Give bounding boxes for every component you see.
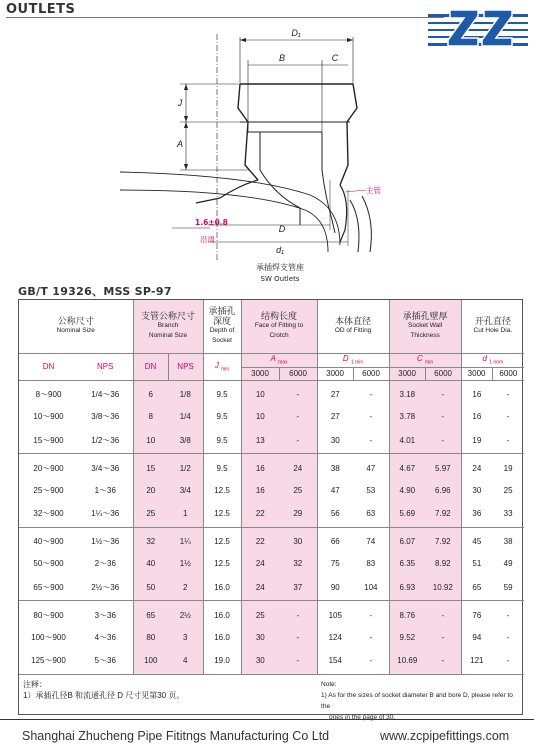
table-cell: 56 xyxy=(317,503,353,528)
table-cell: 24 xyxy=(461,454,492,479)
table-cell: 27 xyxy=(317,380,353,405)
table-cell: 76 xyxy=(461,601,492,626)
table-cell: 19 xyxy=(461,429,492,454)
table-cell: 59 xyxy=(492,576,524,601)
table-cell: 16 xyxy=(461,405,492,430)
table-cell: 75 xyxy=(317,552,353,577)
table-cell: 66 xyxy=(317,527,353,552)
table-cell: 7.92 xyxy=(425,503,461,528)
table-cell: 10 xyxy=(241,405,279,430)
table-cell: - xyxy=(279,405,317,430)
header-hole: 开孔直径 Cut Hole Dia. xyxy=(461,300,524,353)
table-cell: 6.96 xyxy=(425,478,461,503)
col-a: A $_{max}$ xyxy=(241,353,317,367)
table-cell: 30 xyxy=(241,650,279,675)
table-cell: 8 xyxy=(133,405,168,430)
table-cell: 47 xyxy=(366,463,376,473)
table-cell: 38 xyxy=(317,454,353,479)
dim-d1-label: D₁ xyxy=(291,28,301,38)
table-cell: 30 xyxy=(241,625,279,650)
table-group xyxy=(19,380,524,454)
table-group xyxy=(19,454,524,528)
table-cell: 12.5 xyxy=(203,478,241,503)
table-cell: 6.93 xyxy=(389,576,425,601)
table-cell: 36 xyxy=(461,503,492,528)
col-c: C $_{min}$ xyxy=(389,353,461,367)
table-cell: 3.18 xyxy=(389,380,425,405)
main-pipe-label: 主管 xyxy=(366,186,381,195)
table-cell: 27 xyxy=(317,405,353,430)
table-cell: 15 xyxy=(133,454,168,479)
table-cell: 1/8 xyxy=(168,380,203,405)
table-cell: 16 xyxy=(241,454,279,479)
table-cell: 3～36 xyxy=(94,610,116,620)
col-a-3000: 3000 xyxy=(241,367,279,380)
table-cell: 121 xyxy=(461,650,492,675)
table-row xyxy=(19,576,524,601)
footer-url[interactable]: www.zcpipefittings.com xyxy=(380,729,510,743)
table-cell: 1½ xyxy=(168,552,203,577)
table-cell: 154 xyxy=(317,650,353,675)
table-cell: - xyxy=(425,405,461,430)
table-cell: 3 xyxy=(168,625,203,650)
table-cell: 1/2～36 xyxy=(78,429,133,454)
table-cell: - xyxy=(369,412,373,422)
header-depth: 承插孔 深度 Depth of Socket xyxy=(203,300,241,353)
table-cell: - xyxy=(492,650,524,675)
table-cell: 12.5 xyxy=(203,503,241,528)
table-cell: 1½～36 xyxy=(91,537,120,546)
table-cell: 38 xyxy=(503,537,513,546)
table-cell: 22 xyxy=(241,527,279,552)
table-cell: 80～900 xyxy=(33,610,64,620)
notes-en: Note: 1) As for the sizes of socket diameter B and bore D, please refer to the ones in the page of 30. xyxy=(321,680,513,721)
caption-cn: 承插焊支管座 xyxy=(256,263,304,272)
footer xyxy=(0,719,534,751)
table-cell: 1～36 xyxy=(94,485,116,495)
table-cell: 20～900 xyxy=(33,463,64,473)
table-cell: 30 xyxy=(461,478,492,503)
table-cell: 8～900 xyxy=(35,390,62,399)
header-face: 结构长度 Face of Fitting to Crotch xyxy=(241,300,317,353)
table-cell: 32 xyxy=(279,552,317,577)
table-row xyxy=(19,405,524,430)
table-cell: 49 xyxy=(503,559,513,569)
table-cell: 24 xyxy=(241,552,279,577)
sw-outlet-diagram xyxy=(100,20,430,285)
table-cell: 50 xyxy=(133,576,168,601)
table-row xyxy=(19,503,524,528)
zz-logo-icon xyxy=(428,0,528,50)
table-cell: - xyxy=(369,390,373,399)
table-cell: 19 xyxy=(503,463,513,473)
dimension-table xyxy=(18,299,523,721)
table-cell: - xyxy=(279,650,317,675)
header-od: 本体直径 OD of Fitting xyxy=(317,300,389,353)
table-cell: 47 xyxy=(317,478,353,503)
table-cell: 10～900 xyxy=(33,412,64,422)
table-cell: - xyxy=(425,380,461,405)
table-cell: 13 xyxy=(241,429,279,454)
table-cell: 37 xyxy=(279,576,317,601)
notes-cn: 注释： 1）承插孔径B 和流通孔径 D 尺寸见第30 页。 xyxy=(23,679,185,700)
table-cell: 25 xyxy=(503,485,513,495)
table-cell: 4 xyxy=(168,650,203,675)
col-nps: NPS xyxy=(78,353,133,380)
table-cell: 1¼～36 xyxy=(78,503,133,528)
dim-a-label: A xyxy=(176,139,184,149)
table-cell: 105 xyxy=(317,601,353,626)
dim-j-label: J xyxy=(177,98,183,108)
header-branch: 支管公称尺寸 Branch Nominal Size xyxy=(133,300,203,353)
table-cell: 6.07 xyxy=(389,527,425,552)
table-cell: 25 xyxy=(133,503,168,528)
table-cell: 1 xyxy=(168,503,203,528)
table-cell: 10.69 xyxy=(389,650,425,675)
col-d-6000: 6000 xyxy=(353,367,389,380)
table-row xyxy=(19,380,524,405)
table-cell: 32～900 xyxy=(19,503,78,528)
page-title: OUTLETS xyxy=(6,2,76,17)
table-cell: 16.0 xyxy=(203,601,241,626)
table-cell: 6 xyxy=(133,380,168,405)
table-row xyxy=(19,429,524,454)
table-cell: 12.5 xyxy=(203,552,241,577)
col-c-3000: 3000 xyxy=(389,367,425,380)
table-cell: 2½～36 xyxy=(78,576,133,601)
table-cell: - xyxy=(425,650,461,675)
table-cell: 63 xyxy=(353,503,389,528)
dim-d1-small-label: d₁ xyxy=(276,245,284,255)
table-cell: 125～900 xyxy=(19,650,78,675)
table-cell: 30 xyxy=(279,527,317,552)
col-branch-nps: NPS xyxy=(168,353,203,380)
table-cell: 5.97 xyxy=(425,454,461,479)
col-j: J $_{min}$ xyxy=(203,353,241,380)
table-cell: 51 xyxy=(461,552,492,577)
table-cell: 5～36 xyxy=(78,650,133,675)
table-cell: 1/4 xyxy=(168,405,203,430)
table-cell: - xyxy=(492,429,524,454)
table-cell: - xyxy=(279,380,317,405)
table-row xyxy=(19,454,524,479)
col-dd-6000: 6000 xyxy=(492,367,524,380)
table-cell: 94 xyxy=(461,625,492,650)
table-cell: 74 xyxy=(366,537,376,546)
table-cell: 12.5 xyxy=(203,527,241,552)
table-cell: 33 xyxy=(492,503,524,528)
table-cell: 25 xyxy=(279,478,317,503)
table-cell: - xyxy=(506,412,510,422)
table-cell: 4.90 xyxy=(389,478,425,503)
table-cell: 2½ xyxy=(168,601,203,626)
table-cell: 45 xyxy=(461,527,492,552)
weld-gap-label: 1.6±0.8 xyxy=(195,218,228,227)
table-cell: 29 xyxy=(279,503,317,528)
table-cell: 4.67 xyxy=(389,454,425,479)
table-cell: 32 xyxy=(133,527,168,552)
table-row xyxy=(19,601,524,626)
table-cell: 16 xyxy=(461,380,492,405)
table-cell: 1/2 xyxy=(168,454,203,479)
caption-en: SW Outlets xyxy=(260,275,300,283)
table-cell: - xyxy=(369,632,373,642)
table-cell: - xyxy=(279,429,317,454)
table-cell: 80 xyxy=(133,625,168,650)
table-cell: 65～900 xyxy=(19,576,78,601)
header-wall: 承插孔壁厚 Socket Wall Thickness xyxy=(389,300,461,353)
footer-company: Shanghai Zhucheng Pipe Fititngs Manufacturing Co Ltd xyxy=(22,729,330,743)
table-cell: 9.5 xyxy=(203,380,241,405)
table-cell: 83 xyxy=(366,559,376,569)
table-cell: 5.69 xyxy=(389,503,425,528)
table-cell: 10.92 xyxy=(425,576,461,601)
table-cell: - xyxy=(425,625,461,650)
table-cell: - xyxy=(506,610,510,620)
table-row xyxy=(19,552,524,577)
table-cell: 24 xyxy=(241,576,279,601)
dim-c-label: C xyxy=(331,53,339,63)
table-cell: 8.76 xyxy=(389,601,425,626)
table-cell: 22 xyxy=(241,503,279,528)
col-c-6000: 6000 xyxy=(425,367,461,380)
table-cell: 9.5 xyxy=(203,429,241,454)
table-cell: 4.01 xyxy=(389,429,425,454)
table-cell: 16.0 xyxy=(203,576,241,601)
table-cell: 20 xyxy=(133,478,168,503)
weld-gap-cn-label: 沿周 xyxy=(200,235,215,244)
table-row xyxy=(19,527,524,552)
table-row xyxy=(19,650,524,675)
table-cell: 40～900 xyxy=(33,537,64,546)
table-cell: 1/4～36 xyxy=(91,390,120,399)
table-cell: 53 xyxy=(366,485,376,495)
table-cell: - xyxy=(369,610,373,620)
table-cell: 65 xyxy=(133,601,168,626)
table-cell: 50～900 xyxy=(33,559,64,569)
col-dn: DN xyxy=(19,353,78,380)
table-cell: - xyxy=(425,429,461,454)
table-group xyxy=(19,527,524,601)
table-cell: 3/8 xyxy=(168,429,203,454)
col-d-3000: 3000 xyxy=(317,367,353,380)
col-branch-dn: DN xyxy=(133,353,168,380)
table-cell: 3/4 xyxy=(168,478,203,503)
table-cell: - xyxy=(279,625,317,650)
table-cell: 40 xyxy=(133,552,168,577)
table-cell: 9.52 xyxy=(389,625,425,650)
table-cell: - xyxy=(353,650,389,675)
table-row xyxy=(19,478,524,503)
table-cell: 15～900 xyxy=(19,429,78,454)
table-cell: 30 xyxy=(317,429,353,454)
table-cell: 6.35 xyxy=(389,552,425,577)
table-cell: 9.5 xyxy=(203,454,241,479)
dim-d-label: D xyxy=(278,224,286,234)
title-divider xyxy=(6,17,444,18)
table-group xyxy=(19,601,524,675)
table-cell: 104 xyxy=(353,576,389,601)
table-cell: - xyxy=(425,601,461,626)
table-cell: 3/8～36 xyxy=(91,412,120,422)
table-cell: - xyxy=(506,390,510,399)
table-cell: 100～900 xyxy=(31,632,66,642)
col-a-6000: 6000 xyxy=(279,367,317,380)
table-cell: 16.0 xyxy=(203,625,241,650)
dim-b-label: B xyxy=(278,53,286,63)
header-nominal: 公称尺寸 Nominal Size xyxy=(19,300,133,353)
table-cell: 100 xyxy=(133,650,168,675)
table-cell: 4～36 xyxy=(94,632,116,642)
table-cell: 16 xyxy=(241,478,279,503)
standard-label: GB/T 19326、MSS SP-97 xyxy=(18,285,172,298)
table-cell: 3.78 xyxy=(389,405,425,430)
table-cell: - xyxy=(353,429,389,454)
table-cell: 19.0 xyxy=(203,650,241,675)
col-dd: d $_{1 nom}$ xyxy=(461,353,524,367)
table-cell: - xyxy=(506,632,510,642)
table-cell: 25～900 xyxy=(33,485,64,495)
table-cell: 1¼ xyxy=(168,527,203,552)
table-cell: 90 xyxy=(317,576,353,601)
table-cell: 7.92 xyxy=(425,527,461,552)
col-dd-3000: 3000 xyxy=(461,367,492,380)
table-cell: 9.5 xyxy=(203,405,241,430)
table-cell: 3/4～36 xyxy=(91,463,120,473)
table-cell: 10 xyxy=(133,429,168,454)
table-row xyxy=(19,625,524,650)
table-cell: 124 xyxy=(317,625,353,650)
table-cell: - xyxy=(279,601,317,626)
col-d: D $_{1 min}$ xyxy=(317,353,389,367)
table-cell: 24 xyxy=(279,454,317,479)
table-cell: 65 xyxy=(461,576,492,601)
table-cell: 2 xyxy=(168,576,203,601)
table-cell: 2～36 xyxy=(94,559,116,569)
table-cell: 10 xyxy=(241,380,279,405)
table-cell: 25 xyxy=(241,601,279,626)
table-cell: 8.92 xyxy=(425,552,461,577)
